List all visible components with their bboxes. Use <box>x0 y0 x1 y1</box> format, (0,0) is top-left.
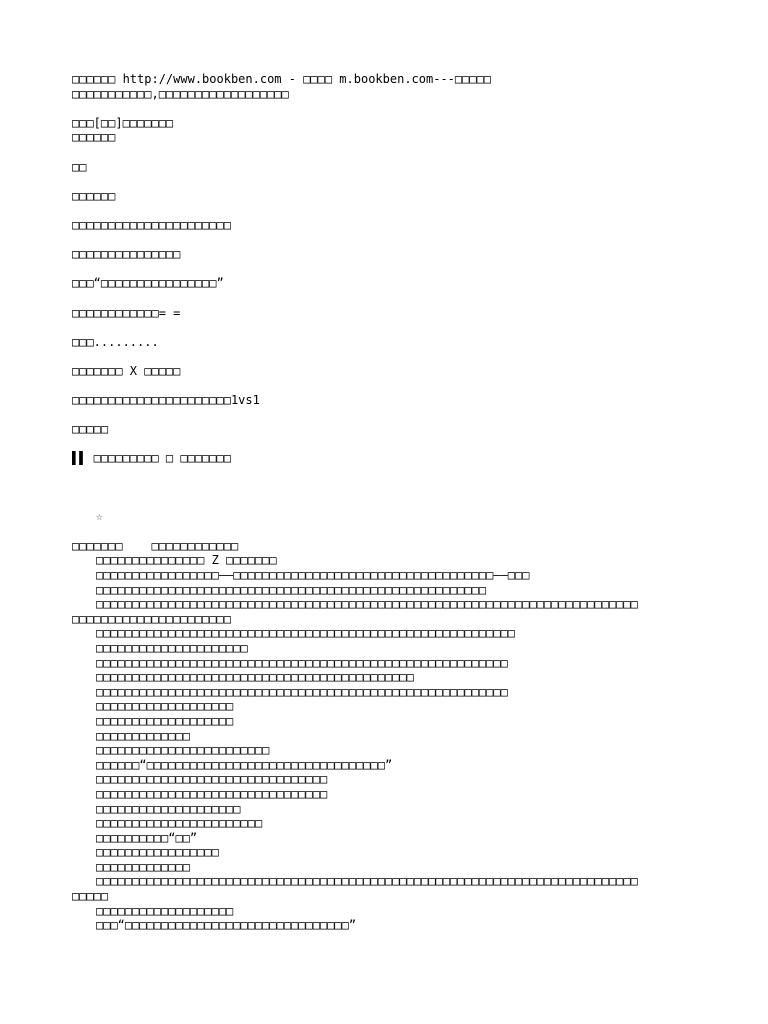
body-text-line: □□□□□□□□□□□□□□□□□□□□□□ <box>72 611 231 626</box>
spacer <box>72 378 696 393</box>
header-notice-line: □□□□□□□□□□□,□□□□□□□□□□□□□□□□□□ <box>72 86 289 101</box>
star-divider-icon: ☆ <box>96 509 103 523</box>
spacer <box>72 203 696 218</box>
spacer <box>72 349 696 364</box>
intro-line: □□□□□ <box>72 422 109 437</box>
body-text-line: □□□□□□□□□□□□□□□□□□□□□□□□□□□□□□□□□□□□□□□□□□□□□□□□□□□□□□□□□□□□□□□□□□□□□□□□□□□ <box>96 874 638 889</box>
spacer <box>72 145 696 160</box>
body-text-line: □□□□□□“□□□□□□□□□□□□□□□□□□□□□□□□□□□□□□□□□” <box>96 757 393 772</box>
intro-line: □□□□□□ <box>72 188 116 203</box>
body-text-line: □□□□□□□□□□□□□□□□□□□□□□□□□□□□□□□□□□□□□□□□□□□□ <box>96 670 414 685</box>
body-text-line: □□□□□□□□□□□□□□□□□□□□□□□□□□□□□□□□□□□□□□□□□□□□□□□□□□□□□□□□□□□□□□□□□□□□□□□□□□□ <box>96 597 638 612</box>
chapter-body <box>72 539 696 933</box>
spacer <box>72 320 696 335</box>
intro-line: □□□□□□□□□□□□= = <box>72 305 181 320</box>
body-text-line: □□□□□ <box>72 889 109 904</box>
spacer <box>72 408 696 423</box>
spacer <box>72 233 696 248</box>
spacer <box>72 495 696 510</box>
body-text-line: □□□□□□□□□□□□□□□□□□□□□ <box>96 640 248 655</box>
body-text-line: □□□□□□□ □□□□□□□□□□□□ <box>72 538 239 553</box>
spacer <box>72 466 696 495</box>
body-text-line: □□□□□□□□□□□□□□□□□——□□□□□□□□□□□□□□□□□□□□□□□□□□□□□□□□□□□□——□□□ <box>96 568 530 582</box>
body-text-line: □□□□□□□□□□□□□□□□□□□□□□□□□□□□□□□□□□□□□□□□□□□□□□□□□□□□□□□□□□ <box>96 626 516 641</box>
body-text-line: □□□□□□□□□□□□□ <box>96 728 190 743</box>
body-text-line: □□□□□□□□□□□□□□□□□□□□□□□□□□□□□□□□ <box>96 786 328 801</box>
spacer <box>72 101 696 116</box>
book-title: □□□[□□]□□□□□□□ <box>72 115 174 130</box>
spacer <box>72 524 696 539</box>
body-text-line: □□□□□□□□□□□□□□□□□ <box>96 845 219 860</box>
body-text-line: □□□□□□□□□□□□□□□□□□□□□□□□□□□□□□□□□□□□□□□□□□□□□□□□□□□□□□ <box>96 582 487 597</box>
body-text-line: □□□□□□□□□□□□□□□□□□□□□□□□□□□□□□□□ <box>96 772 328 787</box>
intro-line: □□□□□□□□□□□□□□□ <box>72 247 181 262</box>
intro-line: □□□□□□□ X □□□□□ <box>72 363 181 378</box>
body-text-line: □□□□□□□□□□□□□ <box>96 859 190 874</box>
chapter-marker: ▌▌ □□□□□□□□□ □ □□□□□□□ <box>72 451 231 466</box>
body-text-line: □□□□□□□□□□□□□□□□□□□□ <box>96 801 241 816</box>
body-text-line: □□□□□□□□□□“□□” <box>96 830 198 845</box>
intro-line: □□□......... <box>72 334 159 349</box>
spacer <box>72 437 696 452</box>
body-text-line: □□□“□□□□□□□□□□□□□□□□□□□□□□□□□□□□□□□” <box>96 918 357 933</box>
body-text-line: □□□□□□□□□□□□□□□ Z □□□□□□□ <box>96 553 277 568</box>
spacer <box>72 291 696 306</box>
book-author: □□□□□□ <box>72 130 116 145</box>
body-text-line: □□□□□□□□□□□□□□□□□□□□□□□ <box>96 816 263 831</box>
spacer <box>72 262 696 277</box>
document-page <box>72 72 696 933</box>
spacer <box>72 174 696 189</box>
body-text-line: □□□□□□□□□□□□□□□□□□□□□□□□□□□□□□□□□□□□□□□□□□□□□□□□□□□□□□□□□ <box>96 655 508 670</box>
body-text-line: □□□□□□□□□□□□□□□□□□□□□□□□□□□□□□□□□□□□□□□□□□□□□□□□□□□□□□□□□ <box>96 684 508 699</box>
body-text-line: □□□□□□□□□□□□□□□□□□□ <box>96 713 234 728</box>
body-text-line: □□□□□□□□□□□□□□□□□□□ <box>96 903 234 918</box>
intro-line: □□ <box>72 159 87 174</box>
body-text-line: □□□□□□□□□□□□□□□□□□□ <box>96 699 234 714</box>
intro-line: □□□□□□□□□□□□□□□□□□□□□□ <box>72 217 231 232</box>
intro-line: □□□“□□□□□□□□□□□□□□□□” <box>72 276 224 291</box>
header-source-line: □□□□□□ http://www.bookben.com - □□□□ m.bookben.com---□□□□□ <box>72 72 492 86</box>
intro-line: □□□□□□□□□□□□□□□□□□□□□□1vs1 <box>72 393 260 408</box>
body-text-line: □□□□□□□□□□□□□□□□□□□□□□□□ <box>96 743 270 758</box>
